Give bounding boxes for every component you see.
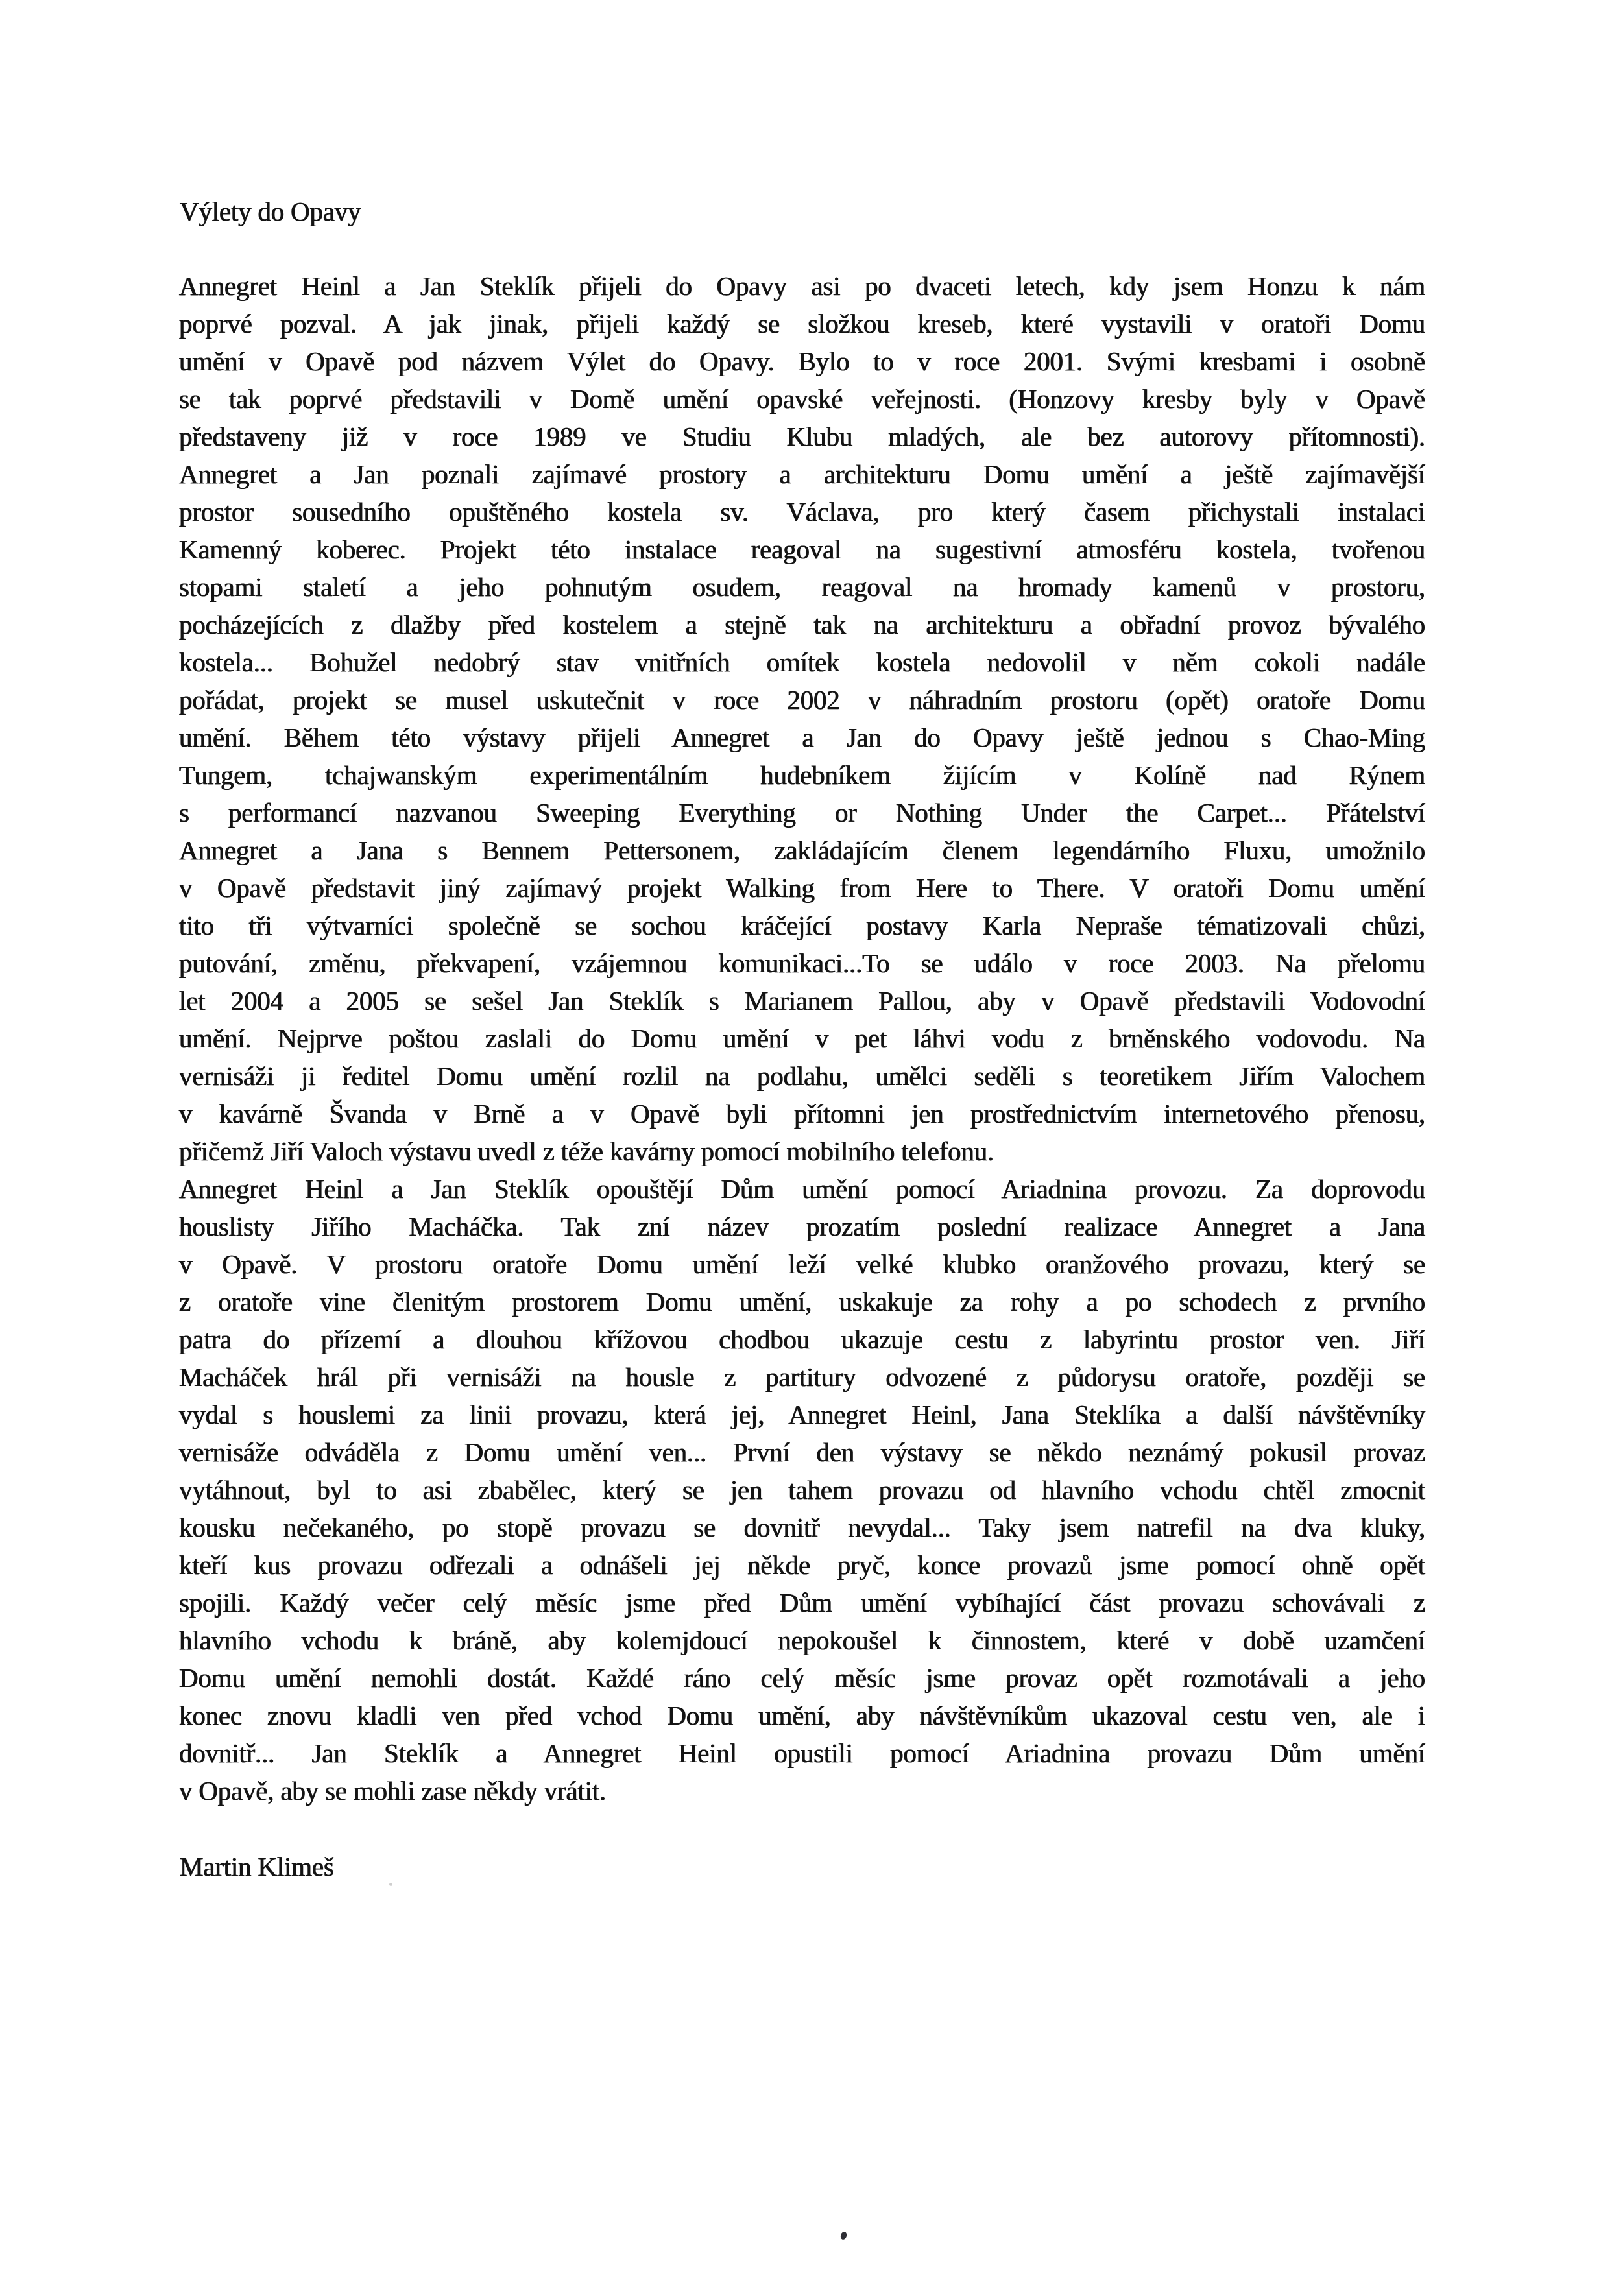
text-line: vernisáže odváděla z Domu umění ven... První den výstavy se někdo neznámý pokusil provaz xyxy=(179,1437,1425,1467)
text-line: Kamenný koberec. Projekt této instalace reagoval na sugestivní atmosféru kostela, tvořenou xyxy=(179,534,1425,564)
text-line: kteří kus provazu odřezali a odnášeli jej někde pryč, konce provazů jsme pomocí ohně opět xyxy=(179,1550,1425,1580)
text-line: dovnitř... Jan Steklík a Annegret Heinl opustili pomocí Ariadnina provazu Dům umění xyxy=(179,1738,1425,1768)
text-line: vydal s houslemi za linii provazu, která jej, Annegret Heinl, Jana Steklíka a další návštěvníky xyxy=(179,1400,1425,1429)
text-line: umění. Během této výstavy přijeli Annegret a Jan do Opavy ještě jednou s Chao-Ming xyxy=(179,723,1425,752)
text-line: v Opavě, aby se mohli zase někdy vrátit. xyxy=(179,1776,607,1806)
scan-artifact-dot xyxy=(839,2231,847,2240)
text-line: umění. Nejprve poštou zaslali do Domu umění v pet láhvi vodu z brněnského vodovodu. Na xyxy=(179,1023,1425,1053)
text-line: Annegret Heinl a Jan Steklík přijeli do Opavy asi po dvaceti letech, kdy jsem Honzu k nám xyxy=(179,271,1425,301)
text-line: vernisáži ji ředitel Domu umění rozlil na podlahu, umělci seděli s teoretikem Jiřím Valochem xyxy=(179,1061,1425,1091)
text-line: přičemž Jiří Valoch výstavu uvedl z téže kavárny pomocí mobilního telefonu. xyxy=(179,1136,994,1166)
document-body xyxy=(179,267,1425,1810)
text-line: pořádat, projekt se musel uskutečnit v roce 2002 v náhradním prostoru (opět) oratoře Domu xyxy=(179,685,1425,715)
text-line: stopami staletí a jeho pohnutým osudem, reagoval na hromady kamenů v prostoru, xyxy=(179,572,1425,602)
text-line: poprvé pozval. A jak jinak, přijeli každý se složkou kreseb, které vystavili v oratoři Domu xyxy=(179,309,1425,339)
text-line: se tak poprvé představili v Domě umění opavské veřejnosti. (Honzovy kresby byly v Opavě xyxy=(179,384,1425,414)
text-line: umění v Opavě pod názvem Výlet do Opavy. Bylo to v roce 2001. Svými kresbami i osobně xyxy=(179,346,1425,376)
text-line: prostor sousedního opuštěného kostela sv. Václava, pro který časem přichystali instalaci xyxy=(179,497,1425,527)
scan-artifact-speck xyxy=(389,1883,392,1886)
paragraph xyxy=(179,267,1425,1170)
text-line: vytáhnout, byl to asi zbabělec, který se jen tahem provazu od hlavního vchodu chtěl zmocnit xyxy=(179,1475,1425,1505)
text-line: tito tři výtvarníci společně se sochou kráčející postavy Karla Nepraše tématizovali chůzi, xyxy=(179,911,1425,940)
text-line: v Opavě. V prostoru oratoře Domu umění leží velké klubko oranžového provazu, který se xyxy=(179,1249,1425,1279)
paragraph xyxy=(179,1170,1425,1810)
text-line: spojili. Každý večer celý měsíc jsme před Dům umění vybíhající část provazu schovávali z xyxy=(179,1588,1425,1618)
text-line: kostela... Bohužel nedobrý stav vnitřních omítek kostela nedovolil v něm cokoli nadále xyxy=(179,647,1425,677)
text-line: Annegret a Jana s Bennem Pettersonem, zakládajícím členem legendárního Fluxu, umožnilo xyxy=(179,835,1425,865)
text-line: hlavního vchodu k bráně, aby kolemjdoucí nepokoušel k činnostem, které v době uzamčení xyxy=(179,1625,1425,1655)
text-line: putování, změnu, překvapení, vzájemnou komunikaci...To se událo v roce 2003. Na přelomu xyxy=(179,948,1425,978)
text-line: konec znovu kladli ven před vchod Domu umění, aby návštěvníkům ukazoval cestu ven, ale i xyxy=(179,1701,1425,1730)
text-line: pocházejících z dlažby před kostelem a stejně tak na architekturu a obřadní provoz bývalého xyxy=(179,610,1425,640)
text-line: patra do přízemí a dlouhou křížovou chodbou ukazuje cestu z labyrintu prostor ven. Jiří xyxy=(179,1324,1425,1354)
text-line: z oratoře vine členitým prostorem Domu umění, uskakuje za rohy a po schodech z prvního xyxy=(179,1287,1425,1317)
text-line: Macháček hrál při vernisáži na housle z partitury odvozené z půdorysu oratoře, později se xyxy=(179,1362,1425,1392)
signature: Martin Klimeš xyxy=(180,1852,334,1882)
text-line: Annegret Heinl a Jan Steklík opouštějí Dům umění pomocí Ariadnina provozu. Za doprovodu xyxy=(179,1174,1425,1204)
text-line: s performancí nazvanou Sweeping Everything or Nothing Under the Carpet... Přátelství xyxy=(179,798,1425,828)
text-line: v Opavě představit jiný zajímavý projekt Walking from Here to There. V oratoři Domu umění xyxy=(179,873,1425,903)
text-line: představeny již v roce 1989 ve Studiu Klubu mladých, ale bez autorovy přítomnosti). xyxy=(179,422,1425,451)
text-line: kousku nečekaného, po stopě provazu se dovnitř nevydal... Taky jsem natrefil na dva kluky, xyxy=(179,1513,1425,1542)
document-title: Výlety do Opavy xyxy=(180,197,361,226)
text-line: Annegret a Jan poznali zajímavé prostory a architekturu Domu umění a ještě zajímavější xyxy=(179,459,1425,489)
text-line: let 2004 a 2005 se sešel Jan Steklík s Marianem Pallou, aby v Opavě představili Vodovodní xyxy=(179,986,1425,1016)
text-line: Domu umění nemohli dostát. Každé ráno celý měsíc jsme provaz opět rozmotávali a jeho xyxy=(179,1663,1425,1693)
text-line: v kavárně Švanda v Brně a v Opavě byli přítomni jen prostřednictvím internetového přenosu, xyxy=(179,1099,1425,1129)
text-line: houslisty Jiřího Macháčka. Tak zní název prozatím poslední realizace Annegret a Jana xyxy=(179,1212,1425,1241)
text-line: Tungem, tchajwanským experimentálním hudebníkem žijícím v Kolíně nad Rýnem xyxy=(179,760,1425,790)
